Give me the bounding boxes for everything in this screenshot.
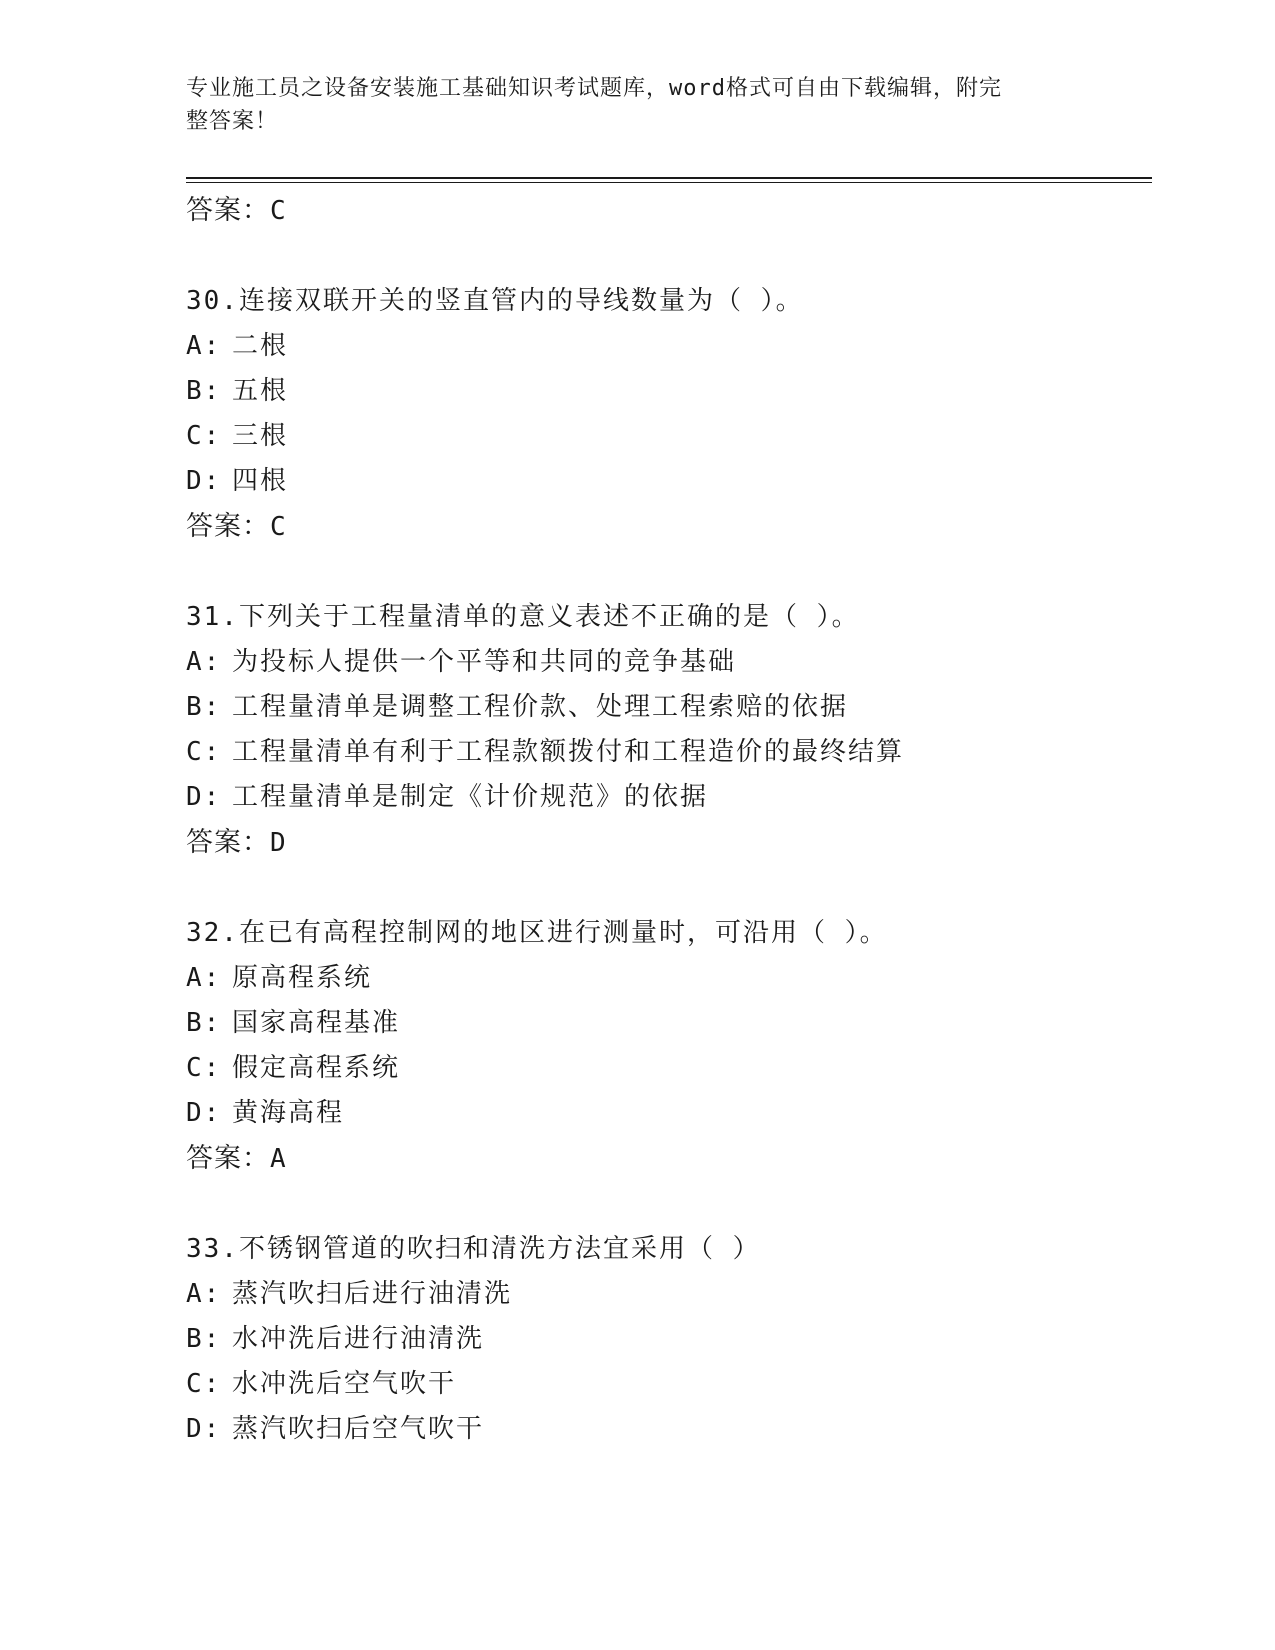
option-c	[186, 730, 1152, 775]
option-text: 四根	[232, 466, 289, 496]
option-text: 假定高程系统	[232, 1053, 401, 1083]
option-text: 为投标人提供一个平等和共同的竞争基础	[232, 647, 737, 677]
option-text: 蒸汽吹扫后进行油清洗	[232, 1279, 513, 1309]
option-text: 三根	[232, 421, 289, 451]
option-text: 蒸汽吹扫后空气吹干	[232, 1414, 485, 1444]
option-text: 二根	[232, 331, 289, 361]
option-text: 五根	[232, 376, 289, 406]
option-a	[186, 956, 1152, 1001]
header-divider-thin	[186, 182, 1152, 183]
option-text: 水冲洗后进行油清洗	[232, 1324, 485, 1354]
header-divider-thick	[186, 177, 1152, 179]
option-key: A:	[186, 963, 222, 993]
option-d	[186, 1407, 1152, 1452]
previous-answer	[186, 188, 1152, 233]
question-list	[186, 188, 1152, 1452]
option-key: B:	[186, 1008, 222, 1038]
option-d	[186, 775, 1152, 820]
option-b	[186, 369, 1152, 414]
option-text: 国家高程基准	[232, 1008, 401, 1038]
option-c	[186, 1046, 1152, 1091]
option-d	[186, 459, 1152, 504]
answer	[186, 820, 1152, 865]
question-32	[186, 911, 1152, 1181]
option-text: 黄海高程	[232, 1098, 345, 1128]
answer-value: A	[270, 1144, 287, 1174]
document-header	[186, 72, 1066, 138]
option-key: B:	[186, 376, 222, 406]
answer-value: C	[270, 512, 287, 542]
option-b	[186, 1001, 1152, 1046]
answer-value: D	[270, 828, 287, 858]
question-stem: 32.在已有高程控制网的地区进行测量时，可沿用（ ）。	[186, 918, 888, 948]
option-text: 工程量清单是制定《计价规范》的依据	[232, 782, 709, 812]
option-d	[186, 1091, 1152, 1136]
option-key: C:	[186, 1369, 222, 1399]
answer	[186, 504, 1152, 549]
question-stem: 33.不锈钢管道的吹扫和清洗方法宜采用（ ）	[186, 1234, 761, 1264]
option-key: C:	[186, 421, 222, 451]
option-key: D:	[186, 1098, 222, 1128]
answer-label: 答案：	[186, 827, 270, 858]
option-text: 工程量清单是调整工程价款、处理工程索赔的依据	[232, 692, 849, 722]
option-key: A:	[186, 331, 222, 361]
option-b	[186, 1317, 1152, 1362]
option-key: D:	[186, 1414, 222, 1444]
question-stem: 30.连接双联开关的竖直管内的导线数量为（ ）。	[186, 286, 804, 316]
option-key: B:	[186, 1324, 222, 1354]
option-a	[186, 640, 1152, 685]
option-key: A:	[186, 1279, 222, 1309]
question-stem: 31.下列关于工程量清单的意义表述不正确的是（ ）。	[186, 602, 860, 632]
option-key: B:	[186, 692, 222, 722]
answer-label: 答案：	[186, 511, 270, 542]
option-text: 工程量清单有利于工程款额拨付和工程造价的最终结算	[232, 737, 905, 767]
header-line-2: 整答案！	[186, 109, 279, 134]
answer	[186, 1136, 1152, 1181]
option-key: D:	[186, 782, 222, 812]
option-a	[186, 1272, 1152, 1317]
answer-value: C	[270, 196, 287, 226]
option-key: D:	[186, 466, 222, 496]
option-b	[186, 685, 1152, 730]
question-30	[186, 279, 1152, 549]
option-c	[186, 1362, 1152, 1407]
question-31	[186, 595, 1152, 865]
option-key: C:	[186, 737, 222, 767]
option-text: 水冲洗后空气吹干	[232, 1369, 457, 1399]
option-key: A:	[186, 647, 222, 677]
option-text: 原高程系统	[232, 963, 373, 993]
option-a	[186, 324, 1152, 369]
answer-label: 答案：	[186, 1143, 270, 1174]
option-key: C:	[186, 1053, 222, 1083]
question-33	[186, 1227, 1152, 1452]
option-c	[186, 414, 1152, 459]
header-line-1: 专业施工员之设备安装施工基础知识考试题库，word格式可自由下载编辑，附完	[186, 76, 1002, 101]
answer-label: 答案：	[186, 195, 270, 226]
